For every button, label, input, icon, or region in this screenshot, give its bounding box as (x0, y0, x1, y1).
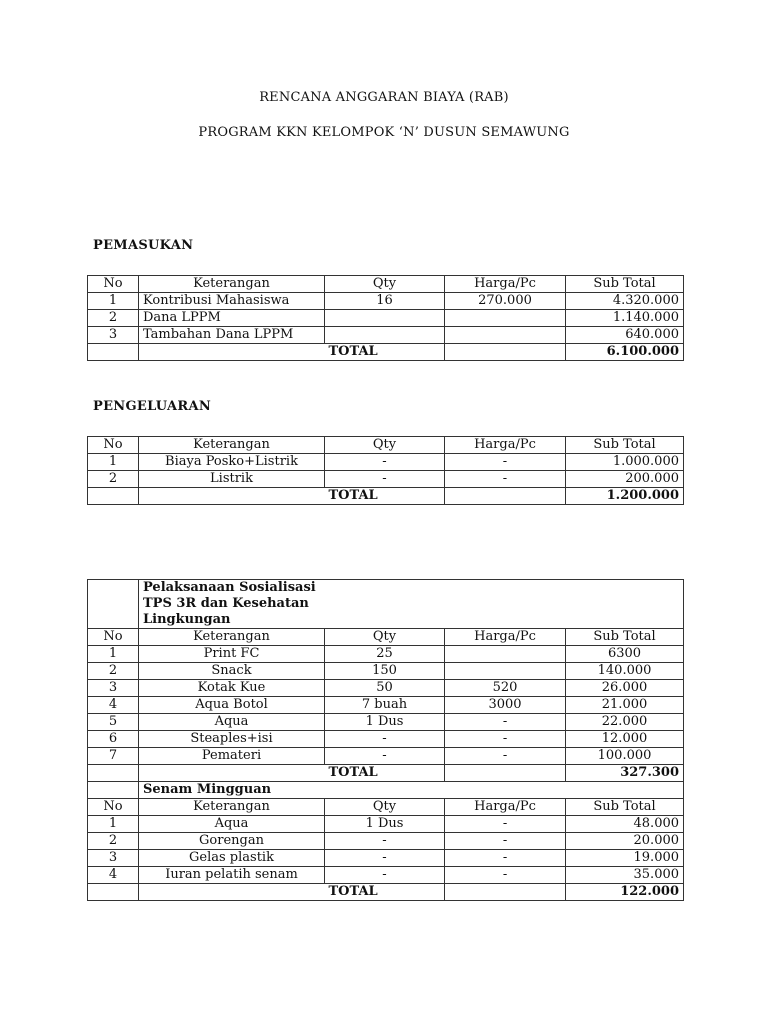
cell-keterangan: Iuran pelatih senam (139, 867, 325, 884)
cell-no: 3 (88, 680, 139, 697)
cell-no: 2 (88, 833, 139, 850)
cell-subtotal: 6300 (566, 646, 684, 663)
cell-empty (88, 580, 139, 629)
cell-empty (88, 782, 139, 799)
table-row (88, 714, 684, 731)
cell-no: 1 (88, 816, 139, 833)
cell-subtotal: 100.000 (566, 748, 684, 765)
cell-subtotal: 26.000 (566, 680, 684, 697)
header-harga: Harga/Pc (445, 437, 566, 454)
cell-subtotal: 20.000 (566, 833, 684, 850)
cell-harga: 3000 (445, 697, 566, 714)
cell-subtotal: 1.140.000 (566, 310, 684, 327)
total-label: TOTAL (325, 488, 445, 505)
cell-qty: 25 (325, 646, 445, 663)
cell-qty: - (325, 731, 445, 748)
table-row (88, 697, 684, 714)
total-label: TOTAL (325, 884, 445, 901)
cell-harga: - (445, 748, 566, 765)
cell-harga: - (445, 714, 566, 731)
cell-keterangan: Gorengan (139, 833, 325, 850)
cell-qty (325, 310, 445, 327)
total-row (88, 344, 684, 361)
cell-empty (88, 884, 139, 901)
cell-empty (445, 344, 566, 361)
cell-no: 7 (88, 748, 139, 765)
cell-harga: - (445, 471, 566, 488)
cell-subtotal: 640.000 (566, 327, 684, 344)
cell-qty (325, 327, 445, 344)
cell-keterangan: Aqua (139, 714, 325, 731)
cell-qty: - (325, 454, 445, 471)
cell-empty (566, 580, 684, 629)
cell-harga (445, 310, 566, 327)
header-harga: Harga/Pc (445, 276, 566, 293)
header-no: No (88, 799, 139, 816)
cell-qty: - (325, 833, 445, 850)
cell-no: 1 (88, 646, 139, 663)
cell-harga: - (445, 833, 566, 850)
cell-subtotal: 22.000 (566, 714, 684, 731)
table-header-row (88, 799, 684, 816)
header-qty: Qty (325, 437, 445, 454)
header-no: No (88, 276, 139, 293)
header-no: No (88, 437, 139, 454)
table-row (88, 310, 684, 327)
table-header-row (88, 276, 684, 293)
cell-harga (445, 327, 566, 344)
cell-qty: 16 (325, 293, 445, 310)
cell-no: 3 (88, 850, 139, 867)
cell-harga (445, 646, 566, 663)
cell-empty (139, 344, 325, 361)
total-row (88, 884, 684, 901)
cell-subtotal: 140.000 (566, 663, 684, 680)
table-row (88, 850, 684, 867)
total-label: TOTAL (325, 344, 445, 361)
table-row (88, 293, 684, 310)
cell-subtotal: 48.000 (566, 816, 684, 833)
header-no: No (88, 629, 139, 646)
header-qty: Qty (325, 276, 445, 293)
cell-no: 4 (88, 697, 139, 714)
table-row (88, 867, 684, 884)
table-row (88, 327, 684, 344)
cell-no: 2 (88, 663, 139, 680)
cell-keterangan: Aqua (139, 816, 325, 833)
cell-keterangan: Kotak Kue (139, 680, 325, 697)
cell-keterangan: Gelas plastik (139, 850, 325, 867)
document-title: RENCANA ANGGARAN BIAYA (RAB) (259, 90, 509, 105)
cell-subtotal: 21.000 (566, 697, 684, 714)
activity-heading-row (88, 782, 684, 799)
cell-subtotal: 12.000 (566, 731, 684, 748)
cell-no: 3 (88, 327, 139, 344)
cell-keterangan: Steaples+isi (139, 731, 325, 748)
cell-subtotal: 200.000 (566, 471, 684, 488)
kegiatan-table (87, 579, 684, 901)
cell-no: 6 (88, 731, 139, 748)
document-subtitle: PROGRAM KKN KELOMPOK ‘N’ DUSUN SEMAWUNG (198, 125, 570, 140)
table-row (88, 471, 684, 488)
cell-empty (139, 884, 325, 901)
cell-keterangan: Dana LPPM (139, 310, 325, 327)
table-row (88, 748, 684, 765)
cell-qty: 7 buah (325, 697, 445, 714)
pengeluaran-heading: PENGELUARAN (93, 399, 212, 414)
cell-qty: - (325, 867, 445, 884)
total-row (88, 765, 684, 782)
header-subtotal: Sub Total (566, 437, 684, 454)
cell-no: 2 (88, 310, 139, 327)
cell-empty (139, 765, 325, 782)
cell-empty (88, 344, 139, 361)
cell-no: 1 (88, 454, 139, 471)
pemasukan-heading: PEMASUKAN (93, 238, 194, 253)
table-row (88, 731, 684, 748)
cell-keterangan: Kontribusi Mahasiswa (139, 293, 325, 310)
header-keterangan: Keterangan (139, 276, 325, 293)
table-header-row (88, 437, 684, 454)
cell-harga: - (445, 867, 566, 884)
pengeluaran-table (87, 436, 684, 505)
table-row (88, 680, 684, 697)
total-value: 1.200.000 (566, 488, 684, 505)
table-header-row (88, 629, 684, 646)
activity-heading-row (88, 580, 684, 629)
cell-keterangan: Snack (139, 663, 325, 680)
table-row (88, 454, 684, 471)
cell-subtotal: 19.000 (566, 850, 684, 867)
header-keterangan: Keterangan (139, 629, 325, 646)
header-subtotal: Sub Total (566, 799, 684, 816)
cell-keterangan: Biaya Posko+Listrik (139, 454, 325, 471)
cell-empty (139, 488, 325, 505)
cell-qty: 1 Dus (325, 816, 445, 833)
cell-subtotal: 35.000 (566, 867, 684, 884)
cell-empty (445, 765, 566, 782)
total-value: 122.000 (566, 884, 684, 901)
total-row (88, 488, 684, 505)
cell-harga: 270.000 (445, 293, 566, 310)
senam-heading: Senam Mingguan (139, 782, 684, 799)
total-label: TOTAL (325, 765, 445, 782)
header-harga: Harga/Pc (445, 799, 566, 816)
cell-keterangan: Tambahan Dana LPPM (139, 327, 325, 344)
header-keterangan: Keterangan (139, 437, 325, 454)
cell-no: 4 (88, 867, 139, 884)
cell-subtotal: 1.000.000 (566, 454, 684, 471)
cell-qty: - (325, 748, 445, 765)
table-row (88, 663, 684, 680)
header-harga: Harga/Pc (445, 629, 566, 646)
cell-qty: - (325, 471, 445, 488)
cell-harga: - (445, 850, 566, 867)
cell-empty (445, 580, 566, 629)
cell-harga (445, 663, 566, 680)
cell-empty (88, 765, 139, 782)
header-keterangan: Keterangan (139, 799, 325, 816)
header-qty: Qty (325, 799, 445, 816)
table-row (88, 816, 684, 833)
cell-empty (88, 488, 139, 505)
header-qty: Qty (325, 629, 445, 646)
sosialisasi-heading-line1: Pelaksanaan Sosialisasi (143, 580, 316, 595)
cell-subtotal: 4.320.000 (566, 293, 684, 310)
cell-no: 5 (88, 714, 139, 731)
total-value: 6.100.000 (566, 344, 684, 361)
cell-keterangan: Pemateri (139, 748, 325, 765)
sosialisasi-heading (139, 580, 445, 629)
cell-harga: - (445, 731, 566, 748)
header-subtotal: Sub Total (566, 629, 684, 646)
cell-no: 1 (88, 293, 139, 310)
table-row (88, 833, 684, 850)
cell-empty (445, 488, 566, 505)
cell-qty: - (325, 850, 445, 867)
table-row (88, 646, 684, 663)
sosialisasi-heading-line2: TPS 3R dan Kesehatan (143, 596, 309, 611)
cell-empty (445, 884, 566, 901)
cell-qty: 150 (325, 663, 445, 680)
cell-qty: 50 (325, 680, 445, 697)
cell-keterangan: Listrik (139, 471, 325, 488)
header-subtotal: Sub Total (566, 276, 684, 293)
cell-harga: - (445, 816, 566, 833)
cell-harga: 520 (445, 680, 566, 697)
cell-harga: - (445, 454, 566, 471)
sosialisasi-heading-line3: Lingkungan (143, 612, 231, 627)
cell-keterangan: Aqua Botol (139, 697, 325, 714)
cell-keterangan: Print FC (139, 646, 325, 663)
pemasukan-table (87, 275, 684, 361)
total-value: 327.300 (566, 765, 684, 782)
cell-qty: 1 Dus (325, 714, 445, 731)
cell-no: 2 (88, 471, 139, 488)
